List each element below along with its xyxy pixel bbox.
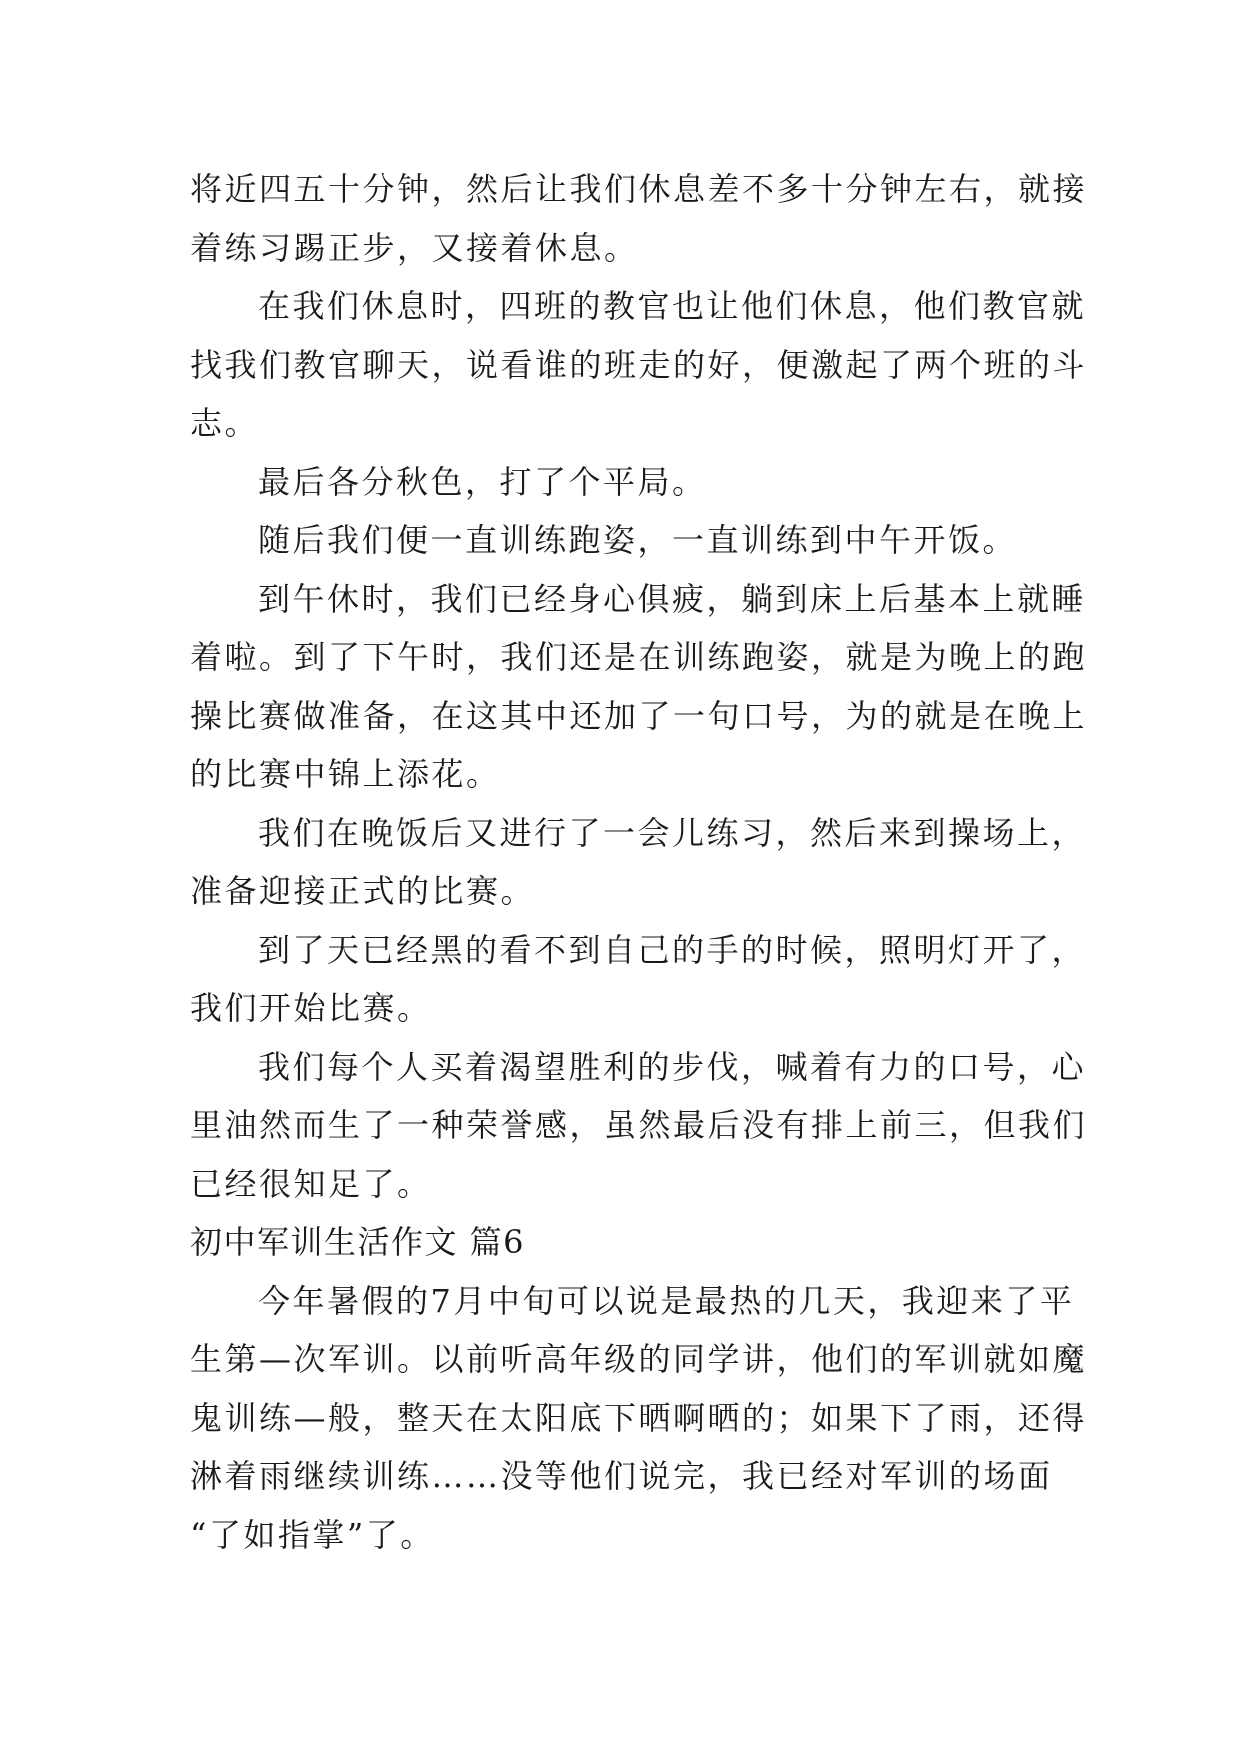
text-line: 着练习踢正步，又接着休息。 [190,228,639,267]
text-line: 生第—次军训。以前听高年级的同学讲，他们的军训就如魔 [190,1340,1088,1378]
text-line: 最后各分秋色，打了个平局。 [258,462,707,501]
text-line: 已经很知足了。 [190,1164,432,1203]
text-line: 鬼训练—般，整天在太阳底下晒啊晒的；如果下了雨，还得 [190,1398,1088,1437]
text-line: 的比赛中锦上添花。 [190,755,501,793]
text-line: 在我们休息时，四班的教官也让他们休息，他们教官就 [258,287,1087,325]
text-line: 到午休时，我们已经身心俱疲，躺到床上后基本上就睡 [258,579,1087,618]
body-text [190,160,1088,1564]
text-line: 准备迎接正式的比赛。 [190,872,536,910]
text-line: 着啦。到了下午时，我们还是在训练跑姿，就是为晚上的跑 [190,638,1088,676]
text-line: 到了天已经黑的看不到自己的手的时候，照明灯开了， [258,930,1087,969]
text-line: “了如指掌”了。 [190,1515,435,1554]
section-heading: 初中军训生活作文 篇6 [190,1223,526,1261]
text-line: 淋着雨继续训练……没等他们说完，我已经对军训的场面 [190,1457,1053,1495]
text-line: 将近四五十分钟，然后让我们休息差不多十分钟左右，就接 [190,170,1088,208]
text-line: 找我们教官聊天，说看谁的班走的好，便激起了两个班的斗 [190,345,1088,384]
text-line: 今年暑假的7月中旬可以说是最热的几天，我迎来了平 [258,1281,1075,1320]
text-line: 我们开始比赛。 [190,989,432,1027]
text-line: 志。 [190,404,260,442]
text-line: 我们每个人买着渴望胜利的步伐，喊着有力的口号，心 [258,1047,1087,1086]
text-line: 操比赛做准备，在这其中还加了一句口号，为的就是在晚上 [190,696,1088,735]
text-line: 随后我们便一直训练跑姿，一直训练到中午开饭。 [258,521,1018,559]
text-line: 里油然而生了一种荣誉感，虽然最后没有排上前三，但我们 [190,1106,1088,1144]
text-line: 我们在晚饭后又进行了一会儿练习，然后来到操场上， [258,813,1087,852]
